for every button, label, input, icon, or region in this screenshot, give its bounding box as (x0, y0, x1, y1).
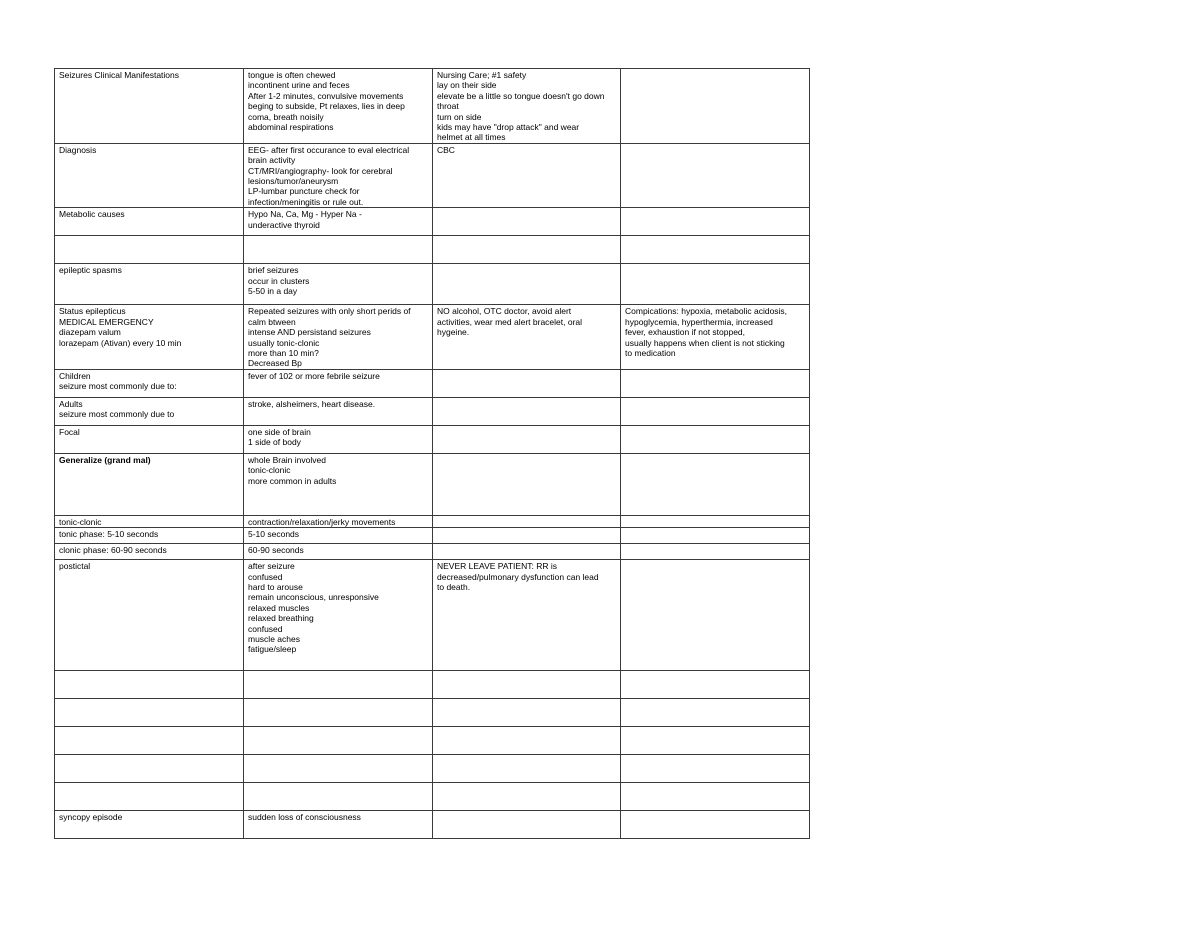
cell-text-line: calm btween (248, 316, 296, 327)
cell-text-line: hygeine. (437, 327, 470, 338)
cell-text-line: beging to subside, Pt relaxes, lies in deep (248, 101, 405, 112)
cell-text-line: underactive thyroid (248, 219, 320, 230)
cell-text-line: elevate be a little so tongue doesn't go down (437, 90, 605, 101)
table-cell-col-4 (621, 425, 810, 453)
table-row (55, 727, 810, 755)
table-cell-col-4 (621, 544, 810, 560)
cell-text-line: throat (437, 101, 459, 112)
table-cell-col-4 (621, 453, 810, 515)
cell-text-line: usually tonic-clonic (248, 337, 320, 348)
table-cell-col-3 (433, 236, 621, 264)
cell-text-line: LP-lumbar puncture check for (248, 186, 360, 197)
cell-text-line: intense AND persistand seizures (248, 327, 371, 338)
table-cell-col-1 (55, 208, 244, 236)
cell-text-line: coma, breath noisily (248, 111, 324, 122)
table-row (55, 369, 810, 397)
table-cell-col-4 (621, 528, 810, 544)
table-row (55, 699, 810, 727)
cell-text-line: lesions/tumor/aneurysm (248, 176, 339, 187)
notes-table-body (55, 69, 810, 839)
cell-text-line: Decreased Bp (248, 358, 302, 369)
table-cell-col-1 (55, 425, 244, 453)
cell-text-line: confused (248, 623, 283, 634)
table-cell-col-2 (244, 369, 433, 397)
cell-text-line: infection/meningitis or rule out. (248, 196, 364, 207)
table-cell-col-4 (621, 369, 810, 397)
table-cell-col-3 (433, 208, 621, 236)
cell-text-line: CT/MRI/angiography- look for cerebral (248, 165, 393, 176)
table-row (55, 425, 810, 453)
cell-text-line: 1 side of body (248, 437, 301, 448)
table-row (55, 515, 810, 527)
cell-text-line: After 1-2 minutes, convulsive movements (248, 90, 404, 101)
cell-text-line: Compications: hypoxia, metabolic acidosis, (625, 306, 788, 317)
cell-text-line: kids may have "drop attack" and wear (437, 122, 580, 133)
table-cell-col-3 (433, 305, 621, 369)
cell-text-line: usually happens when client is not sticking (625, 337, 785, 348)
table-row (55, 671, 810, 699)
table-cell-col-2 (244, 425, 433, 453)
table-cell-col-2 (244, 699, 433, 727)
cell-text-line: Nursing Care; #1 safety (437, 70, 527, 80)
table-row (55, 811, 810, 839)
table-cell-col-2 (244, 560, 433, 671)
cell-text-line: tonic-clonic (59, 516, 102, 527)
cell-text-line: helmet at all times (437, 132, 506, 143)
cell-text-line: sudden loss of consciousness (248, 812, 361, 823)
table-cell-col-1 (55, 727, 244, 755)
cell-text-line: Diagnosis (59, 144, 97, 155)
table-cell-col-4 (621, 69, 810, 144)
table-cell-col-2 (244, 811, 433, 839)
cell-text-line: Focal (59, 426, 80, 437)
cell-text-line: brain activity (248, 155, 296, 166)
table-cell-col-1 (55, 69, 244, 144)
cell-text-line: diazepam valum (59, 327, 121, 338)
table-cell-col-3 (433, 264, 621, 305)
cell-text-line: to medication (625, 347, 676, 358)
table-row (55, 397, 810, 425)
cell-text-line: syncopy episode (59, 812, 123, 823)
table-cell-col-1 (55, 783, 244, 811)
table-cell-col-3 (433, 453, 621, 515)
table-cell-col-1 (55, 397, 244, 425)
table-cell-col-2 (244, 727, 433, 755)
table-cell-col-2 (244, 264, 433, 305)
table-cell-col-3 (433, 783, 621, 811)
table-row (55, 560, 810, 671)
cell-text-line: more than 10 min? (248, 347, 319, 358)
cell-text-line: Metabolic causes (59, 209, 125, 220)
cell-text-line: remain unconscious, unresponsive (248, 592, 379, 603)
cell-text-line: relaxed muscles (248, 602, 310, 613)
table-cell-col-4 (621, 515, 810, 527)
table-cell-col-1 (55, 143, 244, 207)
cell-text-line: Adults (59, 398, 83, 409)
table-row (55, 236, 810, 264)
table-cell-col-1 (55, 699, 244, 727)
cell-text-line: contraction/relaxation/jerky movements (248, 516, 396, 527)
table-cell-col-1 (55, 528, 244, 544)
table-cell-col-4 (621, 143, 810, 207)
cell-text-line: relaxed breathing (248, 613, 314, 624)
table-cell-col-1 (55, 236, 244, 264)
table-row (55, 544, 810, 560)
table-row (55, 69, 810, 144)
cell-text-line: NO alcohol, OTC doctor, avoid alert (437, 306, 572, 317)
cell-text-line: Children (59, 370, 91, 381)
table-cell-col-1 (55, 671, 244, 699)
table-cell-col-1 (55, 453, 244, 515)
table-cell-col-4 (621, 560, 810, 671)
table-cell-col-3 (433, 560, 621, 671)
cell-text-line: CBC (437, 144, 455, 155)
cell-text-line: to death. (437, 581, 471, 592)
table-cell-col-3 (433, 369, 621, 397)
table-cell-col-1 (55, 544, 244, 560)
cell-text-line: clonic phase: 60-90 seconds (59, 545, 167, 556)
table-cell-col-2 (244, 528, 433, 544)
cell-text-line: stroke, alsheimers, heart disease. (248, 398, 376, 409)
cell-text-line: one side of brain (248, 426, 311, 437)
table-cell-col-1 (55, 264, 244, 305)
cell-text-line: after seizure (248, 561, 295, 572)
cell-text-line: tonic-clonic (248, 465, 291, 476)
cell-text-line: occur in clusters (248, 275, 310, 286)
table-cell-col-2 (244, 208, 433, 236)
table-cell-col-3 (433, 515, 621, 527)
cell-text-line: MEDICAL EMERGENCY (59, 316, 154, 327)
cell-text-line: fatigue/sleep (248, 644, 297, 655)
table-cell-col-3 (433, 528, 621, 544)
table-row (55, 755, 810, 783)
table-cell-col-4 (621, 397, 810, 425)
table-cell-col-4 (621, 699, 810, 727)
table-cell-col-2 (244, 236, 433, 264)
cell-text-line: fever, exhaustion if not stopped, (625, 327, 746, 338)
table-cell-col-4 (621, 236, 810, 264)
cell-text-line: seizure most commonly due to (59, 409, 175, 420)
cell-text-line: Hypo Na, Ca, Mg - Hyper Na - (248, 209, 362, 220)
table-cell-col-1 (55, 755, 244, 783)
table-row (55, 208, 810, 236)
cell-text-line: fever of 102 or more febrile seizure (248, 370, 380, 381)
cell-text-line: hypoglycemia, hyperthermia, increased (625, 316, 773, 327)
cell-text-line: 5-50 in a day (248, 286, 298, 297)
cell-text-line: whole Brain involved (248, 454, 326, 465)
cell-text-line: EEG- after first occurance to eval electrical (248, 144, 410, 155)
table-cell-col-3 (433, 397, 621, 425)
table-row (55, 143, 810, 207)
cell-text-line: turn on side (437, 111, 482, 122)
table-cell-col-4 (621, 755, 810, 783)
table-cell-col-3 (433, 755, 621, 783)
table-cell-col-3 (433, 143, 621, 207)
cell-text-line: muscle aches (248, 633, 300, 644)
table-row (55, 453, 810, 515)
cell-text-line: postictal (59, 561, 91, 572)
cell-text-line: NEVER LEAVE PATIENT: RR is (437, 561, 557, 572)
cell-text-line: 60-90 seconds (248, 545, 304, 556)
table-cell-col-2 (244, 305, 433, 369)
table-cell-col-2 (244, 69, 433, 144)
notes-table (54, 68, 810, 839)
cell-text-line: brief seizures (248, 265, 299, 276)
table-cell-col-1 (55, 560, 244, 671)
table-cell-col-2 (244, 397, 433, 425)
cell-text-line: decreased/pulmonary dysfunction can lead (437, 571, 599, 582)
cell-text-line: Status epilepticus (59, 306, 126, 317)
table-cell-col-4 (621, 811, 810, 839)
table-cell-col-4 (621, 264, 810, 305)
cell-text-line: abdominal respirations (248, 122, 334, 133)
cell-text-line: Seizures Clinical Manifestations (59, 70, 179, 80)
cell-text-line: activities, wear med alert bracelet, oral (437, 316, 583, 327)
table-cell-col-1 (55, 515, 244, 527)
table-cell-col-3 (433, 425, 621, 453)
table-cell-col-2 (244, 453, 433, 515)
cell-text-line: seizure most commonly due to: (59, 381, 177, 392)
cell-text-line: lay on their side (437, 80, 497, 91)
cell-text-line: more common in adults (248, 475, 337, 486)
cell-text-line: epileptic spasms (59, 265, 122, 276)
cell-text-line: confused (248, 571, 283, 582)
table-cell-col-1 (55, 811, 244, 839)
cell-text-line: incontinent urine and feces (248, 80, 350, 91)
table-cell-col-2 (244, 544, 433, 560)
table-cell-col-3 (433, 544, 621, 560)
table-cell-col-2 (244, 143, 433, 207)
table-cell-col-2 (244, 515, 433, 527)
table-row (55, 305, 810, 369)
cell-text-line: Repeated seizures with only short perids of (248, 306, 411, 317)
table-cell-col-3 (433, 671, 621, 699)
table-cell-col-3 (433, 69, 621, 144)
cell-text-line: tonic phase: 5-10 seconds (59, 529, 159, 540)
table-cell-col-1 (55, 369, 244, 397)
table-row (55, 264, 810, 305)
table-cell-col-4 (621, 305, 810, 369)
table-cell-col-2 (244, 671, 433, 699)
table-cell-col-4 (621, 671, 810, 699)
table-cell-col-4 (621, 727, 810, 755)
table-cell-col-4 (621, 783, 810, 811)
table-row (55, 783, 810, 811)
table-row (55, 528, 810, 544)
table-cell-col-1 (55, 305, 244, 369)
cell-text-line: 5-10 seconds (248, 529, 300, 540)
cell-text-line: hard to arouse (248, 581, 303, 592)
cell-text-line: lorazepam (Ativan) every 10 min (59, 337, 182, 348)
cell-text-line: Generalize (grand mal) (59, 454, 151, 465)
table-cell-col-2 (244, 755, 433, 783)
cell-text-line: tongue is often chewed (248, 70, 336, 80)
table-cell-col-2 (244, 783, 433, 811)
table-cell-col-3 (433, 699, 621, 727)
table-cell-col-4 (621, 208, 810, 236)
table-cell-col-3 (433, 727, 621, 755)
table-cell-col-3 (433, 811, 621, 839)
